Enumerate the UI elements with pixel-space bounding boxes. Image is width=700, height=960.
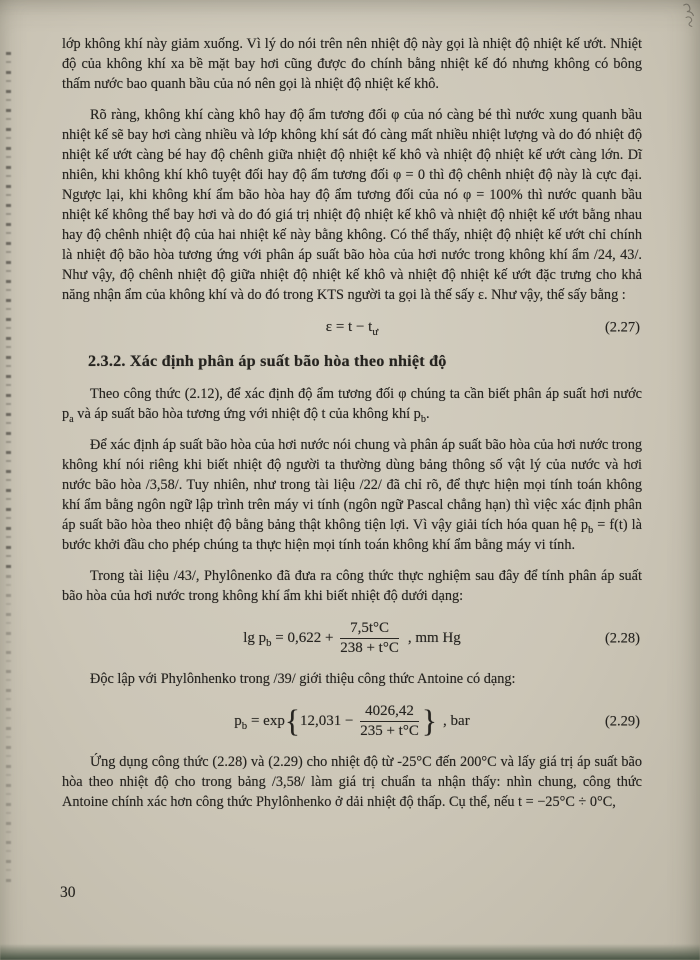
fraction	[360, 703, 419, 740]
equation-number: (2.29)	[604, 713, 640, 729]
equation-2-27	[62, 319, 642, 336]
equation-unit: , bar	[443, 712, 470, 729]
equation-body: $\varepsilon = t - t_ư$	[325, 319, 379, 338]
equation-2-28	[62, 620, 642, 657]
subscript-b: b	[588, 524, 594, 536]
binding-shadow-speckle-lower	[6, 575, 11, 885]
equation-number: (2.27)	[604, 319, 640, 335]
paragraph-antoine-intro: Độc lập với Phylônhenko trong /39/ giới thiệu công thức Antoine có dạng:	[90, 671, 516, 687]
fraction	[340, 620, 399, 657]
close-brace: }	[421, 703, 438, 739]
equation-body: $\lg p_b = 0,622$ + $\frac{7,5t^\circ C}{238 + t^\circ C}$ , mm Hg	[243, 620, 461, 656]
fraction-numerator: 7,5t°C	[340, 620, 399, 639]
fraction-numerator: 4026,42	[360, 703, 419, 722]
binding-shadow-speckle	[6, 52, 11, 572]
open-brace: {	[284, 703, 300, 739]
subscript-b: b	[241, 719, 248, 732]
paragraph-comparison: Ứng dụng công thức (2.28) và (2.29) cho nhiệt độ từ -25°C đến 200°C và lấy giá trị áp suất bão hòa theo nhiệt độ cho trong bảng /3,58/ làm giá trị chuẩn ta nhận thấy: nhìn chung, công thức Antoine chính xác hơn công thức Phylônhenko ở dải nhiệt độ thấp. Cụ thể, nếu t = −25°C ÷ 0°C,	[62, 754, 642, 810]
paragraph-drying-potential: Rõ ràng, không khí càng khô hay độ ẩm tương đối φ của nó càng bé thì nước xung quanh bầu nhiệt kế sẽ bay hơi càng nhiều và lớp không khí sát đó càng mất nhiều nhiệt lượng và do đó nhiệt độ nhiệt kế ướt càng bé hay độ chênh giữa nhiệt độ nhiệt kế khô và nhiệt độ nhiệt kế ướt càng lớn. Dĩ nhiên, khi không khí khô tuyệt đối hay độ ẩm tương đối φ = 0 thì độ chênh nhiệt độ này là cực đại. Ngược lại, khi không khí ẩm bão hòa hay độ ẩm tương đối của nó φ = 100% thì nước quanh bầu nhiệt kế không thể bay hơi và do đó giá trị nhiệt độ nhiệt kế khô và nhiệt độ nhiệt kế ướt bằng nhau hay độ chênh nhiệt độ của hai nhiệt kế này bằng không. Có thể thấy, nhiệt độ nhiệt kế ướt chỉ chính là nhiệt độ bão hòa tương ứng với phân áp suất bão hòa của hơi nước trong không khí ẩm /24, 43/. Như vậy, độ chênh nhiệt độ giữa nhiệt độ nhiệt kế khô và nhiệt độ nhiệt kế ướt đặc trưng cho khả năng nhận ẩm của không khí và do đó trong KTS người ta gọi là thế sấy ε. Như vậy, thế sấy bằng :	[62, 107, 642, 303]
subscript-b: b	[420, 413, 426, 425]
subscript-u: ư	[372, 326, 379, 338]
paragraph-saturation-tables: Để xác định áp suất bão hòa của hơi nước nói chung và phân áp suất bão hòa của hơi nước trong không khí nói riêng khi biết nhiệt độ người ta thường dùng bảng thông số vật lý của nước và hơi nước bão hòa /3,58/. Tuy nhiên, như trong tài liệu /22/ đã chỉ rõ, để thực hiện mọi tính toán không khí ẩm bằng ngôn ngữ lập trình trên máy vi tính (ngôn ngữ Pascal chẳng hạn) thì việc xác định phân áp suất bão hòa theo nhiệt độ bằng bảng thật không tiện lợi. Vì vậy giải tích hóa quan hệ $p_b = f(t)$ là bước khởi đầu cho phép chúng ta thực hiện mọi tính toán không khí ẩm bằng máy vi tính.	[62, 437, 642, 553]
paragraph-phylonenko-intro: Trong tài liệu /43/, Phylônenko đã đưa ra công thức thực nghiệm sau đây để tính phân áp suất bão hòa của hơi nước trong không khí ẩm khi biết nhiệt độ dưới dạng:	[62, 568, 642, 604]
subscript-b: b	[266, 636, 272, 649]
equation-number: (2.28)	[604, 630, 640, 646]
equation-unit: , mm Hg	[407, 629, 461, 646]
paragraph-relative-humidity: Theo công thức (2.12), để xác định độ ẩm tương đối φ chúng ta cần biết phân áp suất hơi nước $p_a$ và áp suất bão hòa tương ứng với nhiệt độ t của không khí $p_b$.	[62, 386, 642, 425]
corner-scribble-mark	[650, 0, 700, 37]
fraction-denominator: 238 + t°C	[340, 640, 399, 656]
fraction-denominator: 235 + t°C	[360, 723, 419, 739]
paragraph-continued: lớp không khí này giảm xuống. Vì lý do nói trên nên nhiệt độ này gọi là nhiệt độ nhiệt kế ướt. Nhiệt độ của không khí xa bề mặt bay hơi cũng được đo chính bằng nhiệt kế đó nhưng không có bông thấm nước bao quanh bầu của nó nên gọi là nhiệt độ nhiệt kế khô.	[62, 36, 642, 92]
subscript-a: a	[69, 413, 74, 425]
page-number: 30	[60, 884, 76, 901]
equation-2-29	[62, 703, 642, 740]
section-heading-2-3-2: 2.3.2. Xác định phân áp suất bão hòa theo nhiệt độ	[88, 352, 447, 370]
equation-body: $p_b = \exp\{12,031$ − $\frac{4026,42}{235 + t^\circ C}$ } , bar	[234, 703, 470, 739]
book-bottom-edge-shadow	[0, 944, 700, 960]
